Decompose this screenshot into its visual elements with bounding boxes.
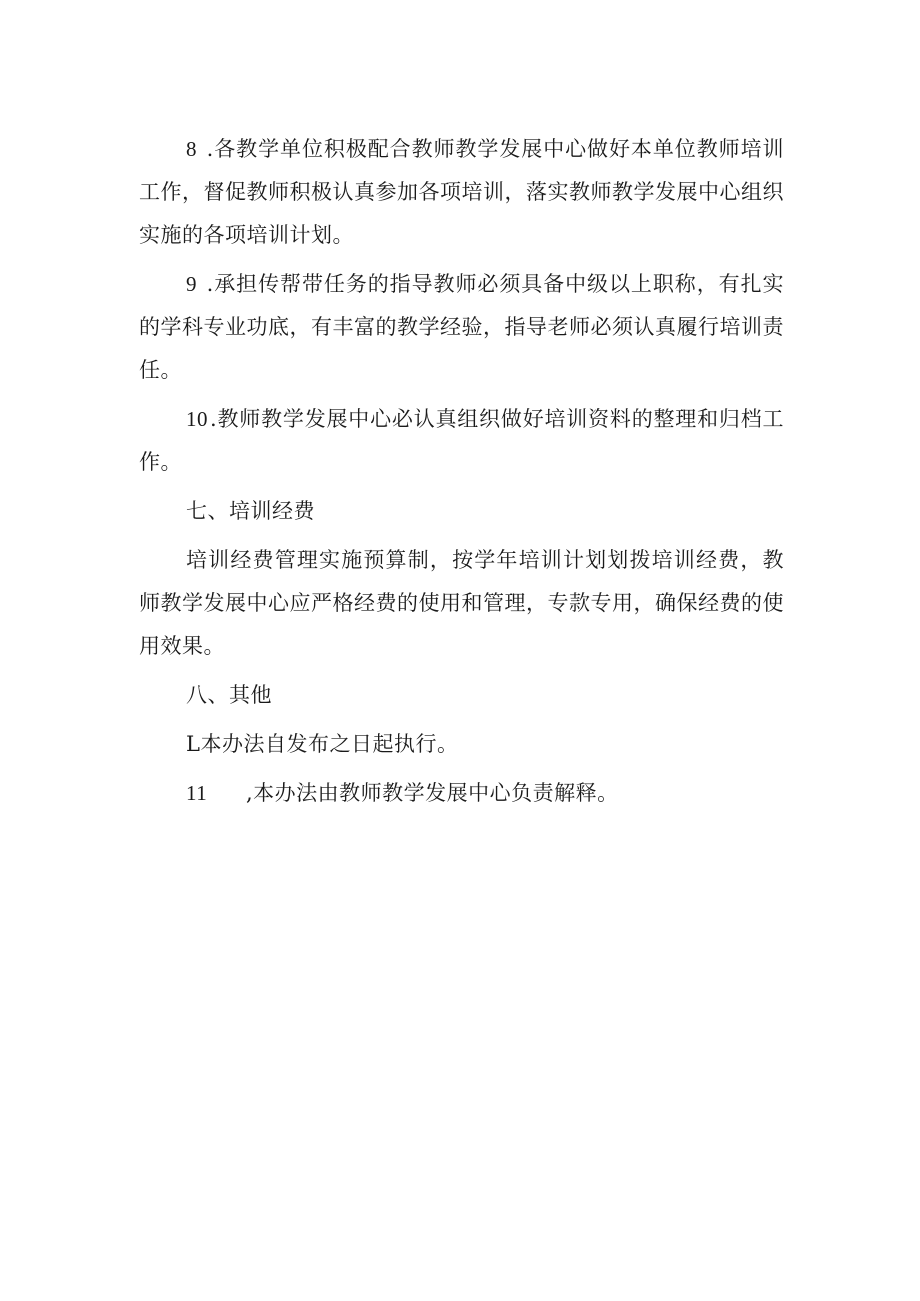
clause-text: 承担传帮带任务的指导教师必须具备中级以上职称，有扎实的学科专业功底，有丰富的教学经验，指导老师必须认真履行培训责任。 — [139, 272, 785, 382]
clause-text: 教师教学发展中心必认真组织做好培训资料的整理和归档工作。 — [139, 407, 784, 474]
document-body — [139, 128, 784, 821]
clause-10 — [139, 398, 784, 484]
clause-8 — [139, 128, 784, 257]
clause-number: 10 — [186, 407, 208, 431]
clause-number: 8 — [186, 137, 197, 161]
section-8-item-1: L本办法自发布之日起执行。 — [186, 732, 459, 756]
clause-separator: . — [199, 272, 214, 296]
clause-separator: . — [199, 137, 214, 161]
section-7-body: 培训经费管理实施预算制，按学年培训计划划拨培训经费，教师教学发展中心应严格经费的使用和管理，专款专用，确保经费的使用效果。 — [139, 548, 784, 658]
section-7-heading: 七、培训经费 — [186, 499, 315, 523]
clause-text: 各教学单位积极配合教师教学发展中心做好本单位教师培训工作，督促教师积极认真参加各项培训，落实教师教学发展中心组织实施的各项培训计划。 — [139, 137, 785, 247]
section-8-heading: 八、其他 — [186, 683, 272, 707]
section-8-item-2 — [139, 772, 784, 815]
item-number: 11 — [186, 781, 208, 805]
clause-separator: . — [210, 407, 218, 431]
clause-9 — [139, 263, 784, 392]
item-text: ,本办法由教师教学发展中心负责解释。 — [246, 781, 619, 805]
clause-number: 9 — [186, 272, 197, 296]
